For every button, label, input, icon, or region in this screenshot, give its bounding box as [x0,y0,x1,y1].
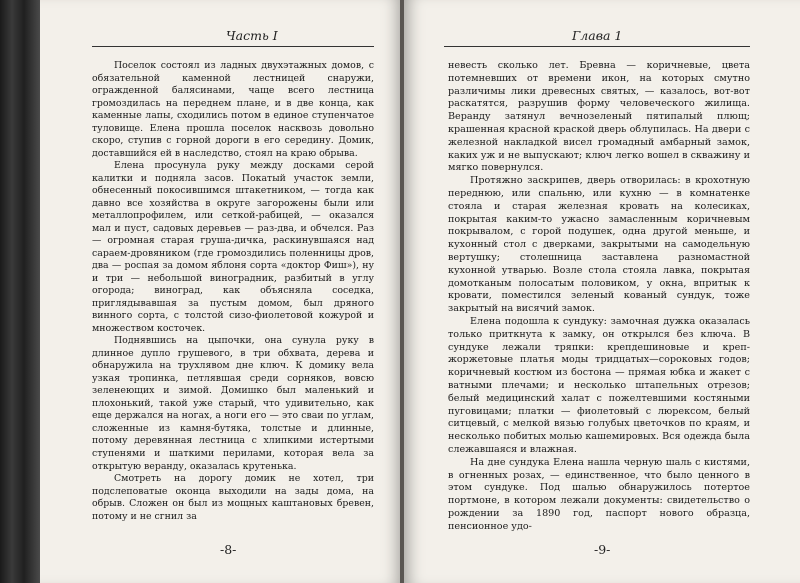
right-body-text [448,60,750,533]
right-page-number: -9- [594,542,611,557]
left-page-number: -8- [220,542,237,557]
paragraph: Смотреть на дорогу домик не хотел, три подслеповатые оконца выходили на зады дома, на обрыв. Сложен он был из мощных каштановых бревен, потому и не сгнил за [92,473,374,522]
left-running-header: Часть I [226,28,278,43]
book-edge [0,0,40,583]
left-header-rule [92,46,374,47]
paragraph: На дне сундука Елена нашла черную шаль с кистями, в огненных розах, — единственное, что было ценного в этом сундуке. Под шалью обнаружилось потертое портмоне, в котором лежали документы: свидетельство о рождении за 1890 год, паспорт нового образца, пенсионное удо- [448,456,750,532]
paragraph: Елена просунула руку между досками серой калитки и подняла засов. Покатый участок земли, обнесенный покосившимся штакетником, — тогда как давно все хозяйства в округе загорожены были или металлопрофилем, или сеткой-рабицей, — оказался мал и пуст, садовых деревьев — раз-два, и обчелся. Раз — огромная старая груша-дичка, раскинувшаяся над сараем-дровяником (где громоздились поленницы дров, два — роспая за домом яблоня сорта «доктор Фиш»), ну и три — небольшой виноградник, разбитый в углу огорода; виноград, как объясняла соседка, приглядывавшая за пустым домом, был дряного винного сорта, с толстой сизо-фиолетовой кожурой и множеством косточек. [92,160,374,334]
right-header-rule [444,46,750,47]
paragraph: Елена подошла к сундуку: замочная дужка оказалась только приткнута к замку, он открылся без ключа. В сундуке лежали тряпки: крепдешиновые и креп-жоржетовые платья моды тридцатых—сороковых годов; коричневый костюм из бостона — прямая юбка и жакет с ватными плечами; и несколько штапельных отрезов; белый медицинский халат с пожелтевшими костяными пуговицами; платки — фиолетовый с люрексом, белый ситцевый, с мелкой вязью голубых цветочков по краям, и несколько побитых молью кашемировых. Вся одежда была слежавшаяся и влажная. [448,315,750,455]
paragraph: Поселок состоял из ладных двухэтажных домов, с обязательной каменной лестницей снаружи, огражденной балясинами, чаще всего лестница громоздилась на переднем плане, и в две конца, как каменные лапы, сходились потом в единое ступенчатое туловище. Елена прошла поселок насквозь довольно скоро, ступив с горной дороги в его середину. Домик, доставшийся ей в наследство, стоял на краю обрыва. [92,60,374,159]
left-body-text [92,60,374,523]
right-page [404,0,800,583]
paragraph: Поднявшись на цыпочки, она сунула руку в длинное дупло грушевого, в три обхвата, дерева и обнаружила на трухлявом дне ключ. К домику вела узкая тропинка, петлявшая среди сорняков, вовсю зеленеющих и зимой. Домишко был маленький и плохонький, такой уже старый, что удивительно, как еще держался на ногах, а ноги его — это сваи по углам, сложенные из камня-бутяка, толстые и длинные, потому деревянная лестница с хлипкими истертыми ступенями и шаткими перилами, которая вела за открытую веранду, оказалась крутенька. [92,335,374,472]
paragraph: Протяжно заскрипев, дверь отворилась: в крохотную переднюю, или спальню, или кухню — в комнатенке стояла и старая железная кровать на колесиках, покрытая каким-то ужасно замасленным коричневым покрывалом, с горой подушек, одна другой меньше, и кухонный стол с дверками, закрытыми на самодельную вертушку; столешница заставлена разномастной кухонной утварью. Возле стола стояла лавка, покрытая домотканым полосатым половиком, у окна, впритык к кровати, поместился зеленый кованый сундук, тоже закрытый на висячий замок. [448,175,750,315]
left-page [40,0,402,583]
paragraph: невесть сколько лет. Бревна — коричневые, цвета потемневших от времени икон, на которых смутно различимы лики древесных святых, — казалось, вот-вот раскатятся, разрушив форму человеческого жилища. Веранду затянул вечнозеленый пятипалый плющ; крашенная красной краской дверь облупилась. На двери с железной накладкой висел громадный амбарный замок, каких уж и не выпускают; ключ легко вошел в скважину и мягко повернулся. [448,60,750,174]
right-running-header: Глава 1 [572,28,623,43]
